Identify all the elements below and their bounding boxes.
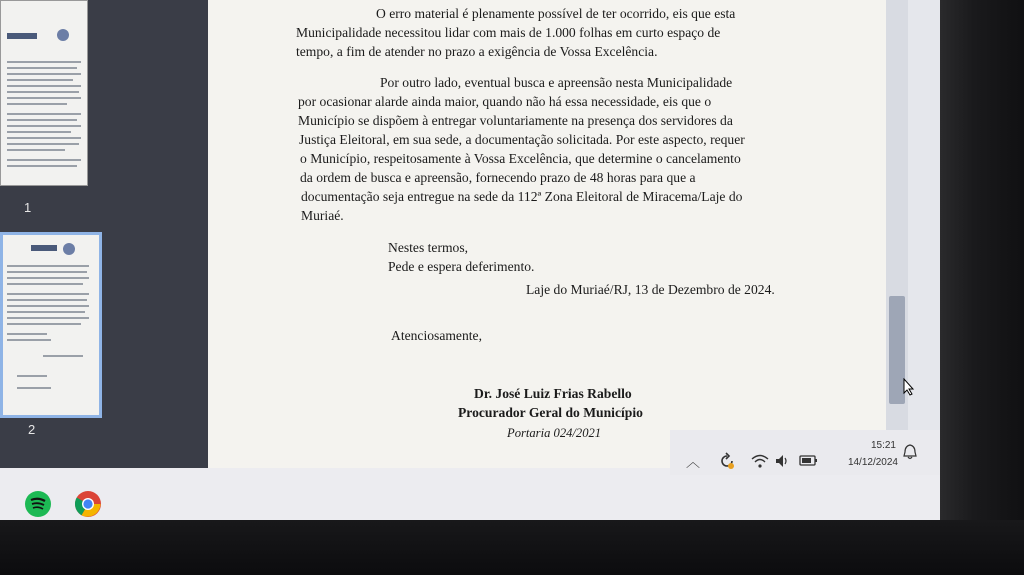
paragraph-2-line-2: por ocasionar alarde ainda maior, quando não há essa necessidade, eis que o [298, 94, 712, 109]
paragraph-2-line-3: Município se dispõem à entregar voluntariamente na presença dos servidores da [298, 113, 733, 128]
signer-reference: Portaria 024/2021 [507, 426, 602, 440]
wifi-icon[interactable] [751, 454, 769, 468]
thumbnail-sidebar [0, 0, 208, 475]
spotify-icon[interactable] [24, 490, 52, 518]
sync-icon[interactable] [718, 452, 736, 470]
clock-time[interactable]: 15:21 [870, 440, 896, 451]
battery-icon[interactable] [799, 452, 819, 468]
paragraph-1-line-1: O erro material é plenamente possível de ter ocorrido, eis que esta [376, 6, 736, 21]
monitor-bezel-bottom [0, 520, 1024, 575]
notification-icon[interactable] [903, 444, 917, 460]
paragraph-2-line-4: Justiça Eleitoral, em sua sede, a documentação solicitada. Por este aspecto, requer [299, 132, 745, 147]
chevron-up-icon[interactable]: ︿ [686, 455, 700, 471]
signer-title: Procurador Geral do Município [458, 405, 643, 420]
page-number-1: 1 [24, 200, 32, 215]
regards-text: Atenciosamente, [391, 328, 482, 343]
mouse-pointer-icon [903, 378, 915, 396]
paragraph-1-line-3: tempo, a fim de atender no prazo a exigência de Vossa Excelência. [296, 44, 658, 59]
closing-line-2: Pede e espera deferimento. [388, 259, 535, 274]
closing-line-1: Nestes termos, [388, 240, 469, 255]
signer-name: Dr. José Luiz Frias Rabello [474, 386, 632, 401]
paragraph-1-line-2: Municipalidade necessitou lidar com mais de 1.000 folhas em curto espaço de [296, 25, 721, 40]
paragraph-2-line-6: da ordem de busca e apreensão, fornecendo prazo de 48 horas para que a [300, 170, 696, 185]
clock-date[interactable]: 14/12/2024 [847, 457, 898, 468]
paragraph-2-line-1: Por outro lado, eventual busca e apreensão nesta Municipalidade [380, 75, 733, 90]
volume-icon[interactable] [775, 454, 791, 468]
place-date: Laje do Muriaé/RJ, 13 de Dezembro de 2024. [526, 282, 775, 297]
paragraph-2-line-5: o Município, respeitosamente à Vossa Excelência, que determine o cancelamento [300, 151, 741, 166]
window-edge [908, 0, 940, 430]
page-number-2: 2 [28, 422, 36, 437]
taskbar [0, 468, 940, 520]
monitor-bezel-right [940, 0, 1024, 575]
document-page [208, 0, 886, 468]
paragraph-2-line-8: Muriaé. [301, 208, 344, 223]
page-thumbnail-2[interactable] [0, 232, 102, 418]
paragraph-2-line-7: documentação seja entregue na sede da 112ª Zona Eleitoral de Miracema/Laje do [301, 189, 743, 204]
vertical-scrollbar[interactable] [886, 0, 908, 430]
chrome-icon[interactable] [74, 490, 102, 518]
page-thumbnail-1[interactable] [0, 0, 88, 186]
